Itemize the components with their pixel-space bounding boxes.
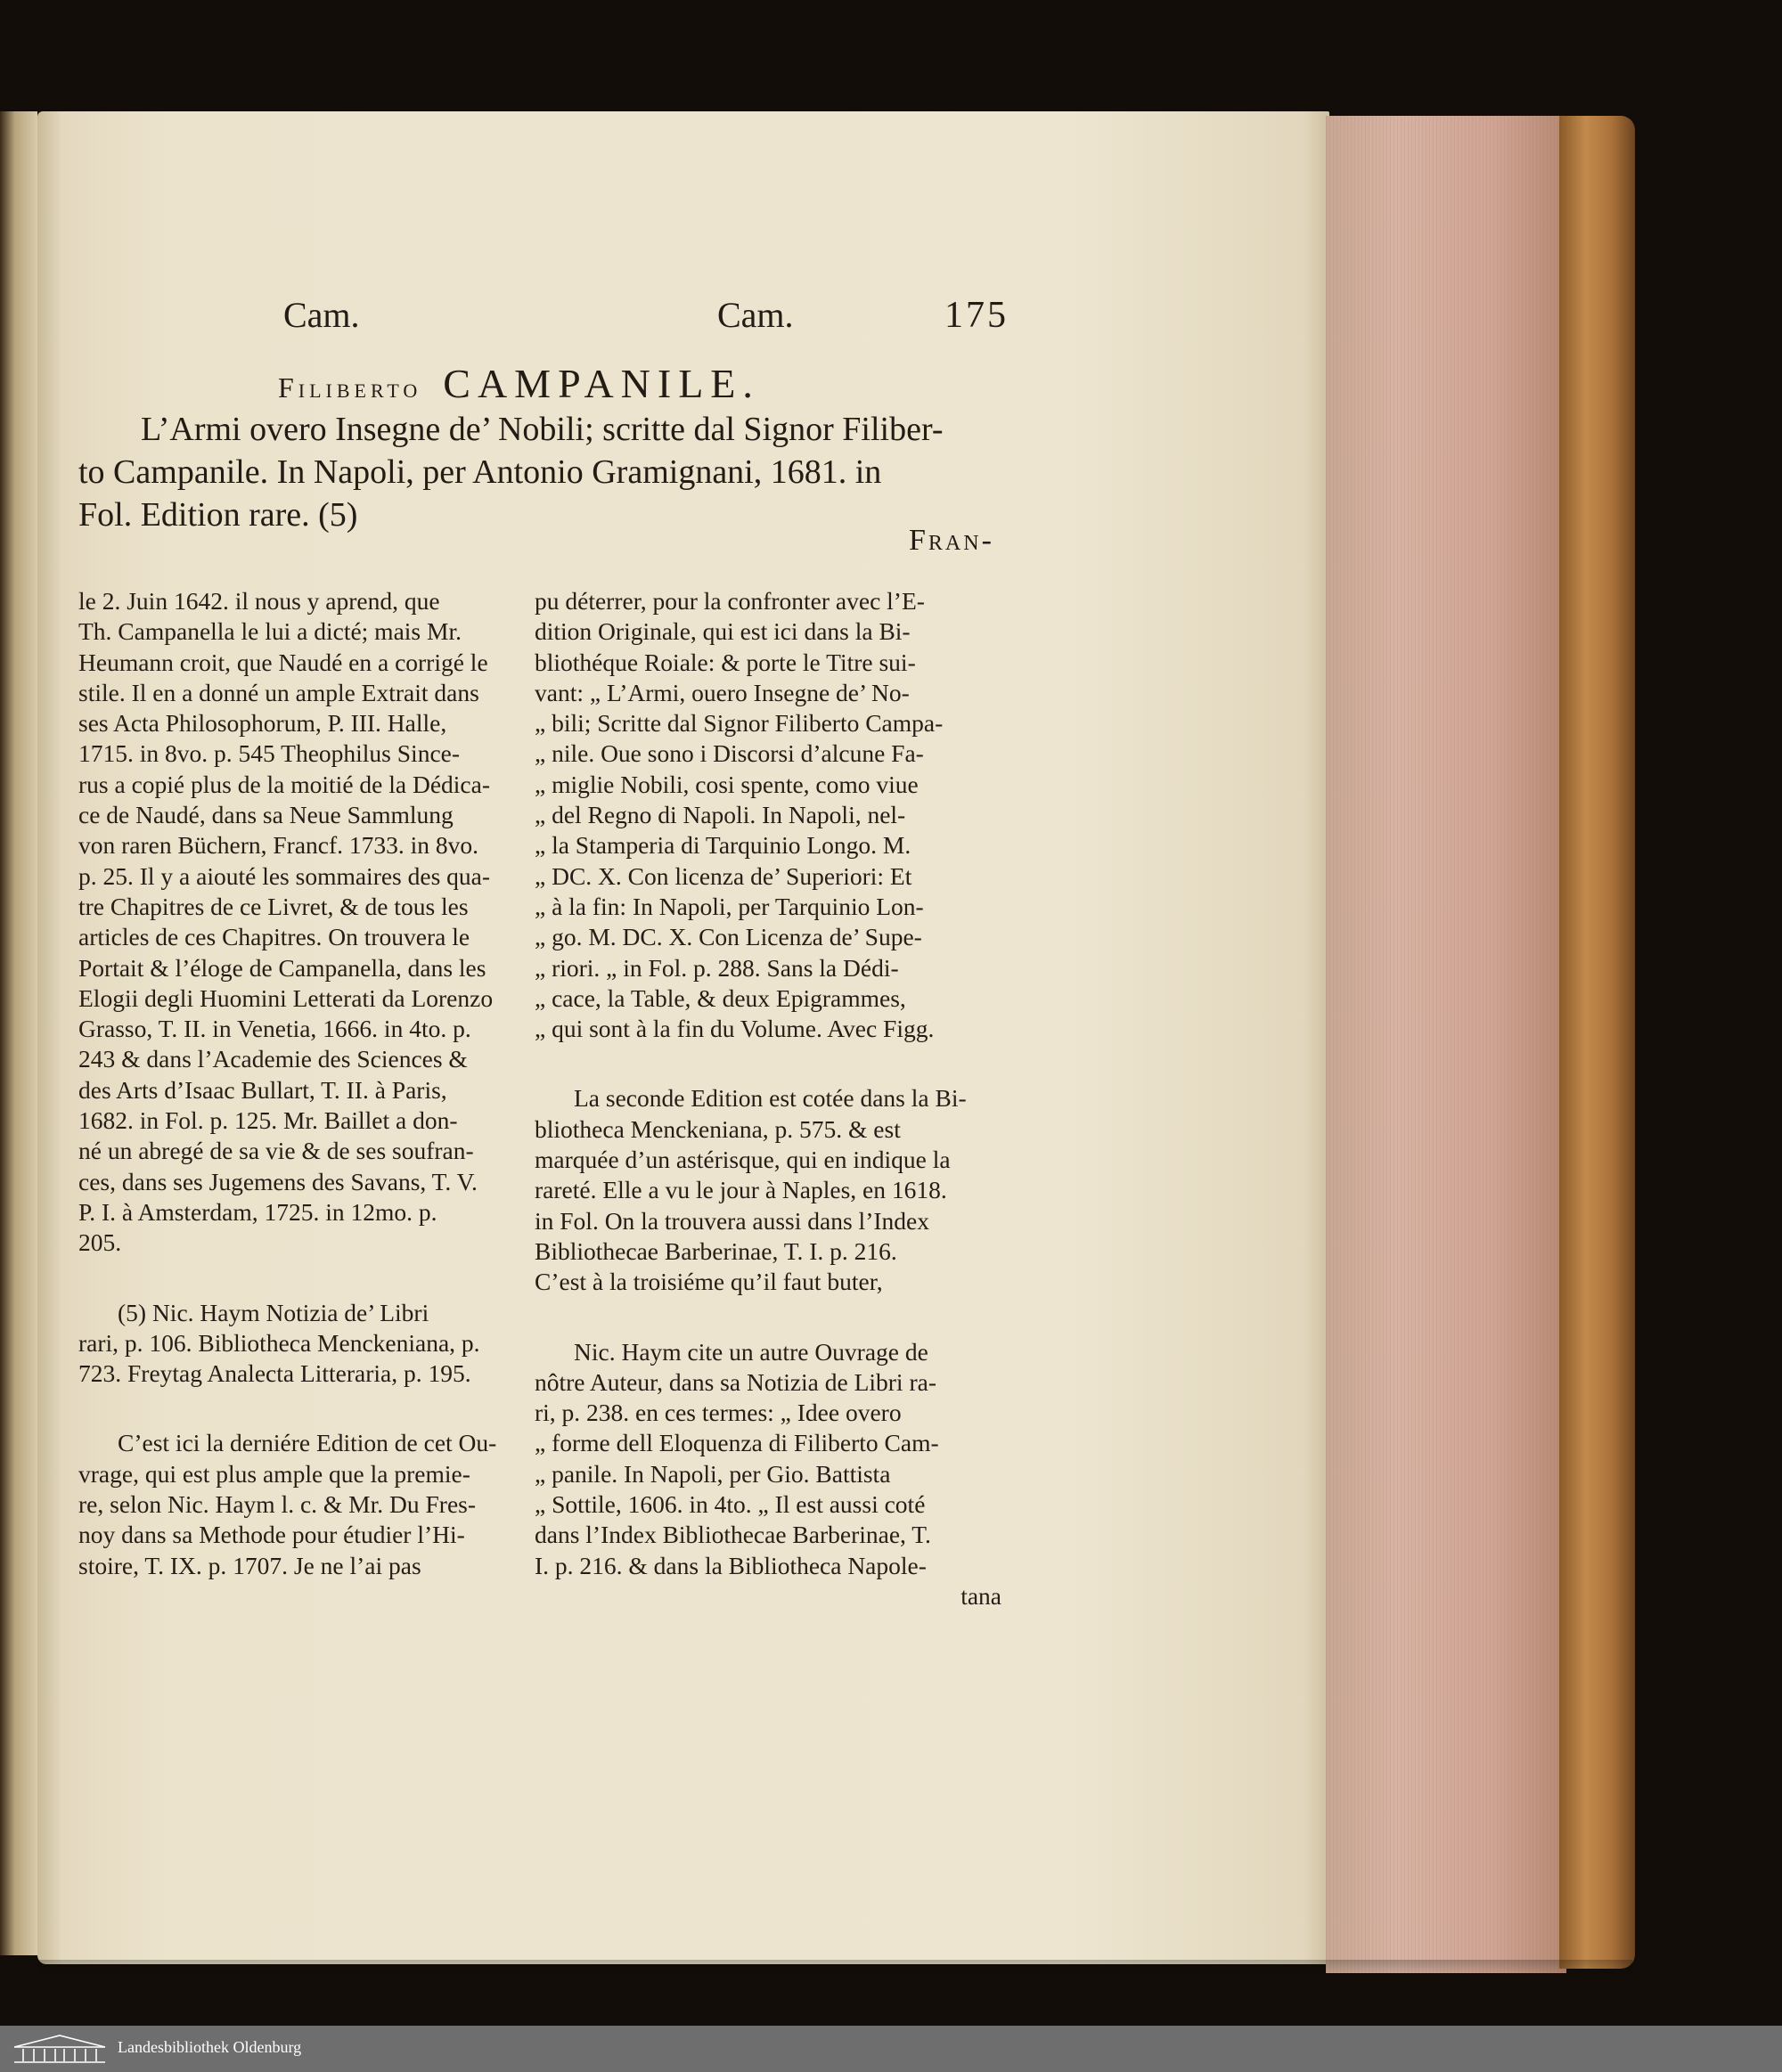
paragraph-gap <box>78 1389 513 1428</box>
body-line: „ go. M. DC. X. Con Licenza de’ Supe- <box>535 923 922 951</box>
body-line: „ qui sont à la fin du Volume. Avec Figg. <box>535 1015 935 1043</box>
body-line: 243 & dans l’Academie des Sciences & <box>78 1045 468 1073</box>
body-line: p. 25. Il y a aiouté les sommaires des qua- <box>78 861 491 890</box>
paragraph-gap <box>535 1044 1001 1083</box>
viewer-footer <box>0 2026 1782 2072</box>
body-line: vrage, qui est plus ample que la premie- <box>78 1459 470 1488</box>
paragraph-gap <box>535 1298 1001 1337</box>
body-line: Th. Campanella le lui a dicté; mais Mr. <box>78 617 462 646</box>
body-line: Bibliothecae Barberinae, T. I. p. 216. <box>535 1236 897 1265</box>
body-line: Portait & l’éloge de Campanella, dans les <box>78 953 486 982</box>
body-line: „ Sottile, 1606. in 4to. „ Il est aussi coté <box>535 1490 926 1519</box>
catchword-bottom: tana <box>960 1581 1001 1610</box>
body-line: P. I. à Amsterdam, 1725. in 12mo. p. <box>78 1197 437 1226</box>
running-head-center: Cam. <box>717 295 794 335</box>
entry-heading <box>278 360 760 407</box>
library-building-icon <box>11 2033 109 2065</box>
body-line: „ riori. „ in Fol. p. 288. Sans la Dédi- <box>535 953 899 982</box>
body-line: ses Acta Philosophorum, P. III. Halle, <box>78 709 447 738</box>
paragraph-gap <box>78 1259 513 1298</box>
body-line: C’est à la troisiéme qu’il faut buter, <box>535 1268 883 1296</box>
body-line: „ DC. X. Con licenza de’ Superiori: Et <box>535 861 912 890</box>
library-name: Landesbibliothek Oldenburg <box>118 2038 302 2056</box>
body-line: re, selon Nic. Haym l. c. & Mr. Du Fres- <box>78 1490 477 1519</box>
body-line: dans l’Index Bibliothecae Barberinae, T. <box>535 1521 931 1549</box>
body-line: noy dans sa Methode pour étudier l’Hi- <box>78 1521 465 1549</box>
author-given-name: Filiberto <box>278 371 422 404</box>
footnote-line: rari, p. 106. Bibliotheca Menckeniana, p. <box>78 1328 480 1357</box>
body-line: tre Chapitres de ce Livret, & de tous les <box>78 892 469 920</box>
body-line: le 2. Juin 1642. il nous y aprend, que <box>78 587 440 615</box>
body-line: „ nile. Oue sono i Discorsi d’alcune Fa- <box>535 739 924 768</box>
body-line: Grasso, T. II. in Venetia, 1666. in 4to. p. <box>78 1015 471 1043</box>
body-line: nôtre Auteur, dans sa Notizia de Libri ra- <box>535 1367 936 1396</box>
body-line: „ del Regno di Napoli. In Napoli, nel- <box>535 801 906 829</box>
body-line: 205. <box>78 1228 122 1257</box>
left-column <box>78 586 513 1581</box>
footnote-line: 723. Freytag Analecta Litteraria, p. 195. <box>78 1359 471 1388</box>
page-edges <box>1326 116 1566 1973</box>
body-line: des Arts d’Isaac Bullart, T. II. à Paris, <box>78 1075 447 1104</box>
body-line: I. p. 216. & dans la Bibliotheca Napole- <box>535 1551 927 1579</box>
right-column <box>535 586 1001 1611</box>
body-line: „ à la fin: In Napoli, per Tarquinio Lon- <box>535 892 924 920</box>
title-line: L’Armi overo Insegne de’ Nobili; scritte dal Signor Filiber- <box>141 411 944 448</box>
body-line: ces, dans ses Jugemens des Savans, T. V. <box>78 1167 478 1195</box>
author-surname: CAMPANILE. <box>443 361 760 406</box>
body-line: 1682. in Fol. p. 125. Mr. Baillet a don- <box>78 1106 458 1135</box>
catchword-top: Fran- <box>909 524 994 557</box>
body-line: bliothéque Roiale: & porte le Titre sui- <box>535 648 916 676</box>
body-line: pu déterrer, pour la confronter avec l’E- <box>535 587 925 615</box>
footnote-line: (5) Nic. Haym Notizia de’ Libri <box>118 1298 429 1326</box>
body-line: „ bili; Scritte dal Signor Filiberto Campa- <box>535 709 944 738</box>
body-line: né un abregé de sa vie & de ses soufran- <box>78 1137 474 1165</box>
body-line: Heumann croit, que Naudé en a corrigé le <box>78 648 488 676</box>
body-line: ce de Naudé, dans sa Neue Sammlung <box>78 801 454 829</box>
body-line: in Fol. On la trouvera aussi dans l’Index <box>535 1206 929 1235</box>
body-line: stile. Il en a donné un ample Extrait dans <box>78 678 479 706</box>
body-line: „ cace, la Table, & deux Epigrammes, <box>535 983 906 1012</box>
page-number: 175 <box>944 295 1009 336</box>
left-page-edge <box>0 111 37 1955</box>
body-line: Nic. Haym cite un autre Ouvrage de <box>574 1337 928 1366</box>
body-line: marquée d’un astérisque, qui en indique la <box>535 1146 951 1174</box>
body-line: stoire, T. IX. p. 1707. Je ne l’ai pas <box>78 1551 421 1579</box>
body-line: vant: „ L’Armi, ouero Insegne de’ No- <box>535 678 910 706</box>
body-line: Elogii degli Huomini Letterati da Lorenzo <box>78 983 494 1012</box>
body-line: rareté. Elle a vu le jour à Naples, en 1618. <box>535 1176 947 1204</box>
body-line: von raren Büchern, Francf. 1733. in 8vo. <box>78 831 479 860</box>
body-line: La seconde Edition est cotée dans la Bi- <box>574 1084 967 1113</box>
page-shadow <box>37 1960 1632 1978</box>
body-line: articles de ces Chapitres. On trouvera le <box>78 923 470 951</box>
body-line: dition Originale, qui est ici dans la Bi- <box>535 617 911 646</box>
body-line: „ forme dell Eloquenza di Filiberto Cam- <box>535 1429 939 1457</box>
body-line: „ panile. In Napoli, per Gio. Battista <box>535 1459 891 1488</box>
entry-title-block <box>78 408 1001 536</box>
body-line: „ la Stamperia di Tarquinio Longo. M. <box>535 831 911 860</box>
body-line: rus a copié plus de la moitié de la Dédica- <box>78 770 490 798</box>
body-line: ri, p. 238. en ces termes: „ Idee overo <box>535 1399 902 1427</box>
body-line: C’est ici la derniére Edition de cet Ou- <box>118 1429 497 1457</box>
body-line: „ miglie Nobili, cosi spente, como viue <box>535 770 919 798</box>
body-line: bliotheca Menckeniana, p. 575. & est <box>535 1114 901 1143</box>
title-line: to Campanile. In Napoli, per Antonio Gramignani, 1681. in <box>78 453 882 491</box>
body-line: 1715. in 8vo. p. 545 Theophilus Since- <box>78 739 461 768</box>
running-head-left: Cam. <box>283 295 360 335</box>
leather-cover <box>1559 116 1635 1969</box>
title-line: Fol. Edition rare. (5) <box>78 496 358 534</box>
